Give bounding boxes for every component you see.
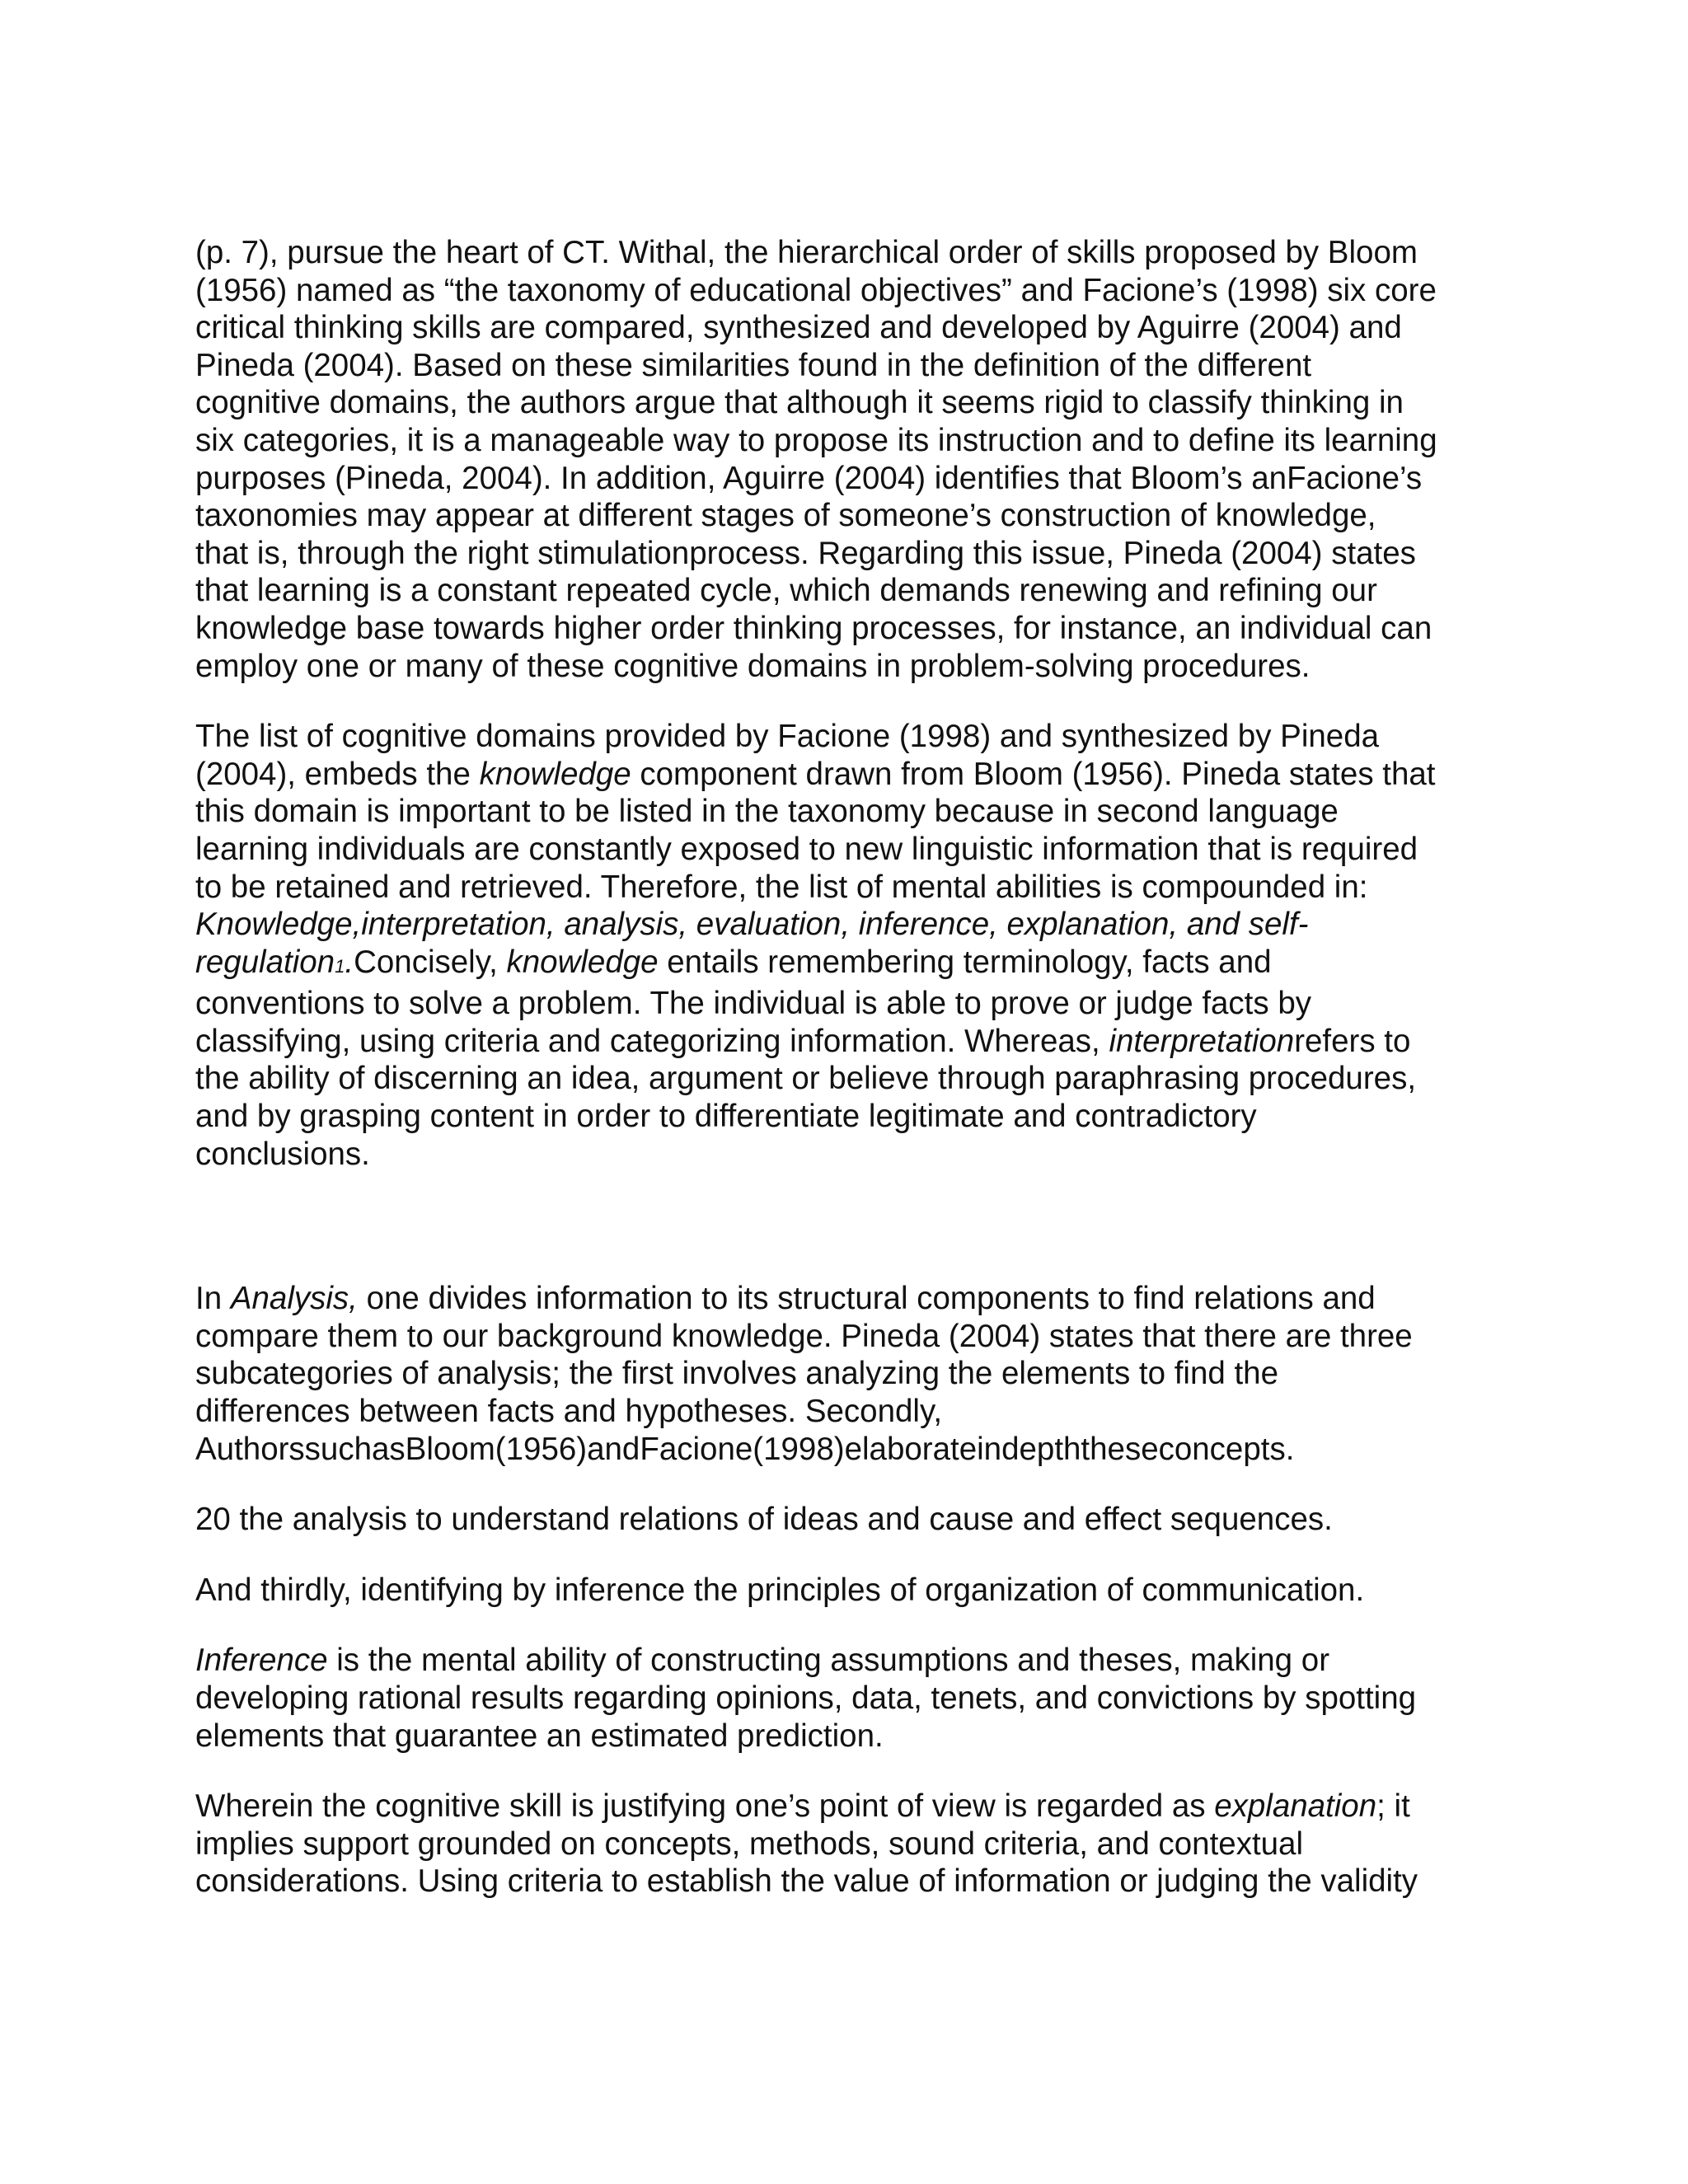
paragraph-spacer: [195, 1609, 1498, 1642]
paragraph-analysis: [195, 1280, 1498, 1468]
text-line: [195, 1023, 1498, 1061]
document-page: [195, 234, 1498, 1900]
paragraph-spacer: [195, 685, 1498, 718]
text-line: AuthorssuchasBloom(1956)andFacione(1998)elaborateindepththeseconcepts.: [195, 1431, 1295, 1467]
text-line: differences between facts and hypotheses. Secondly,: [195, 1394, 943, 1430]
paragraph-bloom-facione: [195, 234, 1498, 685]
text-line: cognitive domains, the authors argue that although it seems rigid to classify thinking in: [195, 385, 1404, 421]
emphasis-knowledge: knowledge: [506, 944, 659, 980]
text-run: Wherein the cognitive skill is justifying one’s point of view is regarded as: [195, 1788, 1215, 1825]
text-line: And thirdly, identifying by inference the principles of organization of communication.: [195, 1572, 1365, 1608]
text-line: this domain is important to be listed in the taxonomy because in second language: [195, 794, 1339, 830]
text-line: that is, through the right stimulationprocess. Regarding this issue, Pineda (2004) states: [195, 535, 1416, 571]
text-line: [195, 1788, 1498, 1825]
emphasis-regulation: regulation: [195, 944, 335, 980]
text-line: (p. 7), pursue the heart of CT. Withal, the hierarchical order of skills proposed by Bloom: [195, 235, 1418, 270]
text-line: implies support grounded on concepts, methods, sound criteria, and contextual: [195, 1825, 1304, 1862]
text-line: learning individuals are constantly exposed to new linguistic information that is required: [195, 831, 1418, 867]
footnote-marker: 1: [335, 955, 345, 977]
text-line: that learning is a constant repeated cycle, which demands renewing and refining our: [195, 573, 1377, 609]
text-line: six categories, it is a manageable way to propose its instruction and to define its learning: [195, 422, 1437, 458]
text-line: to be retained and retrieved. Therefore, the list of mental abilities is compounded in:: [195, 869, 1368, 905]
text-line: [195, 906, 1498, 944]
paragraph-explanation: [195, 1788, 1498, 1900]
paragraph-spacer: [195, 1755, 1498, 1788]
paragraph-cognitive-domains: [195, 718, 1498, 1173]
text-run: (2004), embeds the: [195, 756, 480, 792]
text-line: developing rational results regarding opinions, data, tenets, and convictions by spotting: [195, 1680, 1417, 1716]
text-line: and by grasping content in order to differentiate legitimate and contradictory: [195, 1099, 1257, 1135]
text-line: conventions to solve a problem. The individual is able to prove or judge facts by: [195, 986, 1311, 1022]
text-line: Pineda (2004). Based on these similarities found in the definition of the different: [195, 347, 1312, 383]
text-run: component drawn from Bloom (1956). Pineda states that: [631, 756, 1436, 792]
emphasis-domain-list: Knowledge,interpretation, analysis, evaluation, inference, explanation, and self-: [195, 907, 1309, 943]
emphasis-interpretation: interpretation: [1109, 1023, 1295, 1059]
emphasis-knowledge: knowledge: [479, 756, 631, 792]
text-line: (1956) named as “the taxonomy of educational objectives” and Facione’s (1998) six core: [195, 272, 1437, 308]
text-line: [195, 944, 1498, 986]
text-run: ; it: [1376, 1788, 1410, 1825]
text-line: [195, 1642, 1498, 1680]
text-run: one divides information to its structural components to find relations and: [357, 1281, 1376, 1317]
emphasis-period: .: [345, 944, 354, 980]
section-spacer: [195, 1173, 1498, 1280]
paragraph-spacer: [195, 1468, 1498, 1501]
text-line: the ability of discerning an idea, argument or believe through paraphrasing procedures,: [195, 1061, 1417, 1097]
text-line: 20 the analysis to understand relations of ideas and cause and effect sequences.: [195, 1502, 1333, 1538]
text-run: refers to: [1294, 1023, 1411, 1059]
text-line: [195, 756, 1498, 794]
text-line: considerations. Using criteria to establish the value of information or judging the validity: [195, 1863, 1418, 1900]
text-line: The list of cognitive domains provided by Facione (1998) and synthesized by Pineda: [195, 719, 1380, 755]
text-run: entails remembering terminology, facts and: [658, 944, 1272, 980]
emphasis-inference: Inference: [195, 1643, 328, 1679]
paragraph-analysis-third: [195, 1572, 1498, 1610]
text-run: In: [195, 1281, 231, 1317]
emphasis-analysis: Analysis,: [230, 1281, 358, 1317]
text-run: Concisely,: [354, 944, 507, 980]
text-line: knowledge base towards higher order thinking processes, for instance, an individual can: [195, 610, 1432, 646]
text-run: is the mental ability of constructing assumptions and theses, making or: [327, 1643, 1330, 1679]
text-line: employ one or many of these cognitive domains in problem-solving procedures.: [195, 648, 1311, 684]
text-line: [195, 1280, 1498, 1318]
text-line: taxonomies may appear at different stages of someone’s construction of knowledge,: [195, 498, 1376, 534]
paragraph-inference: [195, 1642, 1498, 1755]
text-line: conclusions.: [195, 1136, 370, 1172]
text-line: critical thinking skills are compared, synthesized and developed by Aguirre (2004) and: [195, 310, 1402, 346]
paragraph-spacer: [195, 1539, 1498, 1572]
text-line: compare them to our background knowledge. Pineda (2004) states that there are three: [195, 1318, 1413, 1354]
text-line: elements that guarantee an estimated prediction.: [195, 1718, 884, 1754]
text-line: purposes (Pineda, 2004). In addition, Aguirre (2004) identifies that Bloom’s anFacione’s: [195, 460, 1423, 496]
emphasis-explanation: explanation: [1214, 1788, 1377, 1825]
text-line: subcategories of analysis; the first involves analyzing the elements to find the: [195, 1356, 1279, 1392]
paragraph-analysis-second: [195, 1501, 1498, 1539]
text-run: classifying, using criteria and categorizing information. Whereas,: [195, 1023, 1109, 1059]
